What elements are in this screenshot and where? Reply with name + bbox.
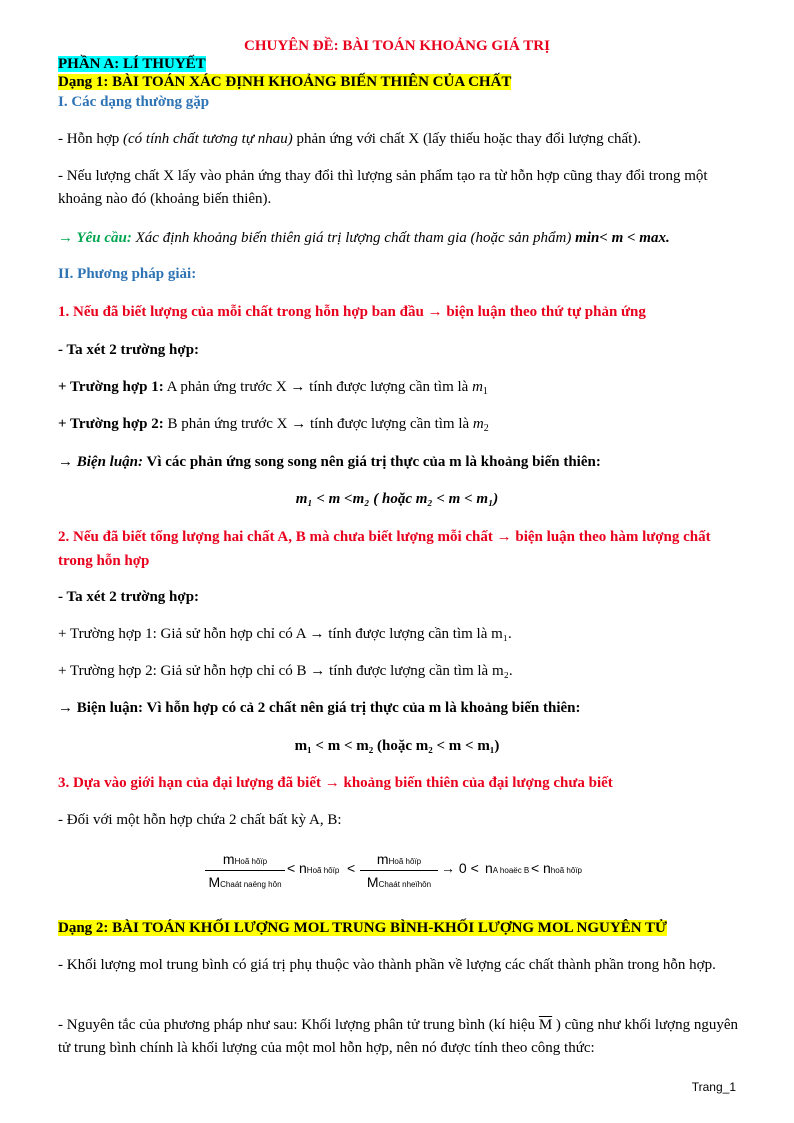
less-than-1: < bbox=[287, 860, 296, 876]
case-1: + Trường hợp 1: A phản ứng trước X → tính được lượng cần tìm là $m_1$ bbox=[58, 379, 488, 397]
document-title: CHUYÊN ĐỀ: BÀI TOÁN KHOẢNG GIÁ TRỊ bbox=[244, 38, 550, 54]
section-2-heading: II. Phương pháp giải: bbox=[58, 266, 197, 282]
method-3-heading: 3. Dựa vào giới hạn của đại lượng đã biết → khoảng biến thiên của đại lượng chưa biết bbox=[58, 775, 613, 791]
case-3: + Trường hợp 1: Giả sử hỗn hợp chỉ có A → tính được lượng cần tìm là m₁. bbox=[58, 626, 512, 642]
fraction-1-denominator: MChaát naëng hôn bbox=[208, 874, 282, 890]
fraction-1-numerator: mHoã hôïp bbox=[205, 848, 285, 871]
less-than-2: < bbox=[347, 860, 356, 876]
fraction-2-numerator: mHoã hôïp bbox=[360, 848, 438, 871]
case-4: + Trường hợp 2: Giả sử hỗn hợp chỉ có B → tính được lượng cần tìm là m₂. bbox=[58, 663, 513, 679]
mean-mass-symbol: $\overline{M}$ bbox=[538, 1017, 553, 1033]
page-number: Trang_1 bbox=[691, 1080, 736, 1094]
n-mixture: nHoã hôïp bbox=[299, 860, 340, 876]
requirement-line: → Yêu cầu: Xác định khoảng biến thiên giá trị lượng chất tham gia (hoặc sản phẩm) min< m < max. bbox=[58, 230, 670, 246]
conclusion-2: → Biện luận: Vì hỗn hợp có cả 2 chất nên giá trị thực của m là khoảng biến thiên: bbox=[58, 700, 581, 716]
inequality-1: m₁ < m <m₂ ( hoặc m₂ < m < m₁) bbox=[295, 491, 499, 507]
inequality-2: m₁ < m < m₂ (hoặc m₂ < m < m₁) bbox=[294, 738, 500, 754]
fraction-1 bbox=[205, 848, 285, 893]
n-a-or-b: nA hoaëc B bbox=[485, 860, 530, 876]
arrow-zero: → 0 < bbox=[441, 860, 479, 876]
conclusion-1: → Biện luận: Vì các phản ứng song song nên giá trị thực của m là khoảng biến thiên: bbox=[58, 454, 601, 470]
dang1-heading: Dạng 1: BÀI TOÁN XÁC ĐỊNH KHOẢNG BIẾN THIÊN CỦA CHẤT bbox=[58, 74, 512, 90]
fraction-2 bbox=[360, 848, 438, 893]
range-formula bbox=[205, 848, 595, 898]
paragraph-1: - Hỗn hợp (có tính chất tương tự nhau) phản ứng với chất X (lấy thiếu hoặc thay đổi lượng chất). bbox=[58, 131, 642, 147]
paragraph-5: - Nguyên tắc của phương pháp như sau: Khối lượng phân tử trung bình (kí hiệu $\overline{M}$ ) cũng như khối lượng nguyên tử trung bình chính là khối lượng của một mol hỗn hợp, nên nó được tính theo công thức: bbox=[58, 1017, 738, 1056]
paragraph-3: - Đối với một hỗn hợp chứa 2 chất bất kỳ A, B: bbox=[58, 812, 342, 828]
less-than-3: < bbox=[531, 860, 540, 876]
method-2-heading: 2. Nếu đã biết tổng lượng hai chất A, B mà chưa biết lượng mỗi chất → biện luận theo hàm lượng chất trong hỗn hợp bbox=[58, 529, 711, 569]
fraction-2-denominator: MChaát nheïhôn bbox=[366, 874, 432, 890]
paragraph-4: - Khối lượng mol trung bình có giá trị phụ thuộc vào thành phần về lượng các chất thành phần trong hỗn hợp. bbox=[58, 957, 716, 973]
section-1-heading: I. Các dạng thường gặp bbox=[58, 94, 210, 110]
consider-cases-1: - Ta xét 2 trường hợp: bbox=[58, 342, 200, 358]
method-1-heading: 1. Nếu đã biết lượng của mỗi chất trong hỗn hợp ban đầu → biện luận theo thứ tự phản ứng bbox=[58, 304, 646, 320]
case-2: + Trường hợp 2: B phản ứng trước X → tính được lượng cần tìm là $m_2$ bbox=[58, 416, 489, 434]
dang2-heading: Dạng 2: BÀI TOÁN KHỐI LƯỢNG MOL TRUNG BÌNH-KHỐI LƯỢNG MOL NGUYÊN TỬ bbox=[58, 920, 667, 936]
consider-cases-2: - Ta xét 2 trường hợp: bbox=[58, 589, 200, 605]
part-a-heading: PHẦN A: LÍ THUYẾT bbox=[58, 56, 206, 72]
paragraph-2: - Nếu lượng chất X lấy vào phản ứng thay đổi thì lượng sản phẩm tạo ra từ hỗn hợp cũng thay đổi trong một khoảng nào đó (khoảng biến thiên). bbox=[58, 168, 708, 207]
n-mixture-2: nhoã hôïp bbox=[543, 860, 582, 876]
